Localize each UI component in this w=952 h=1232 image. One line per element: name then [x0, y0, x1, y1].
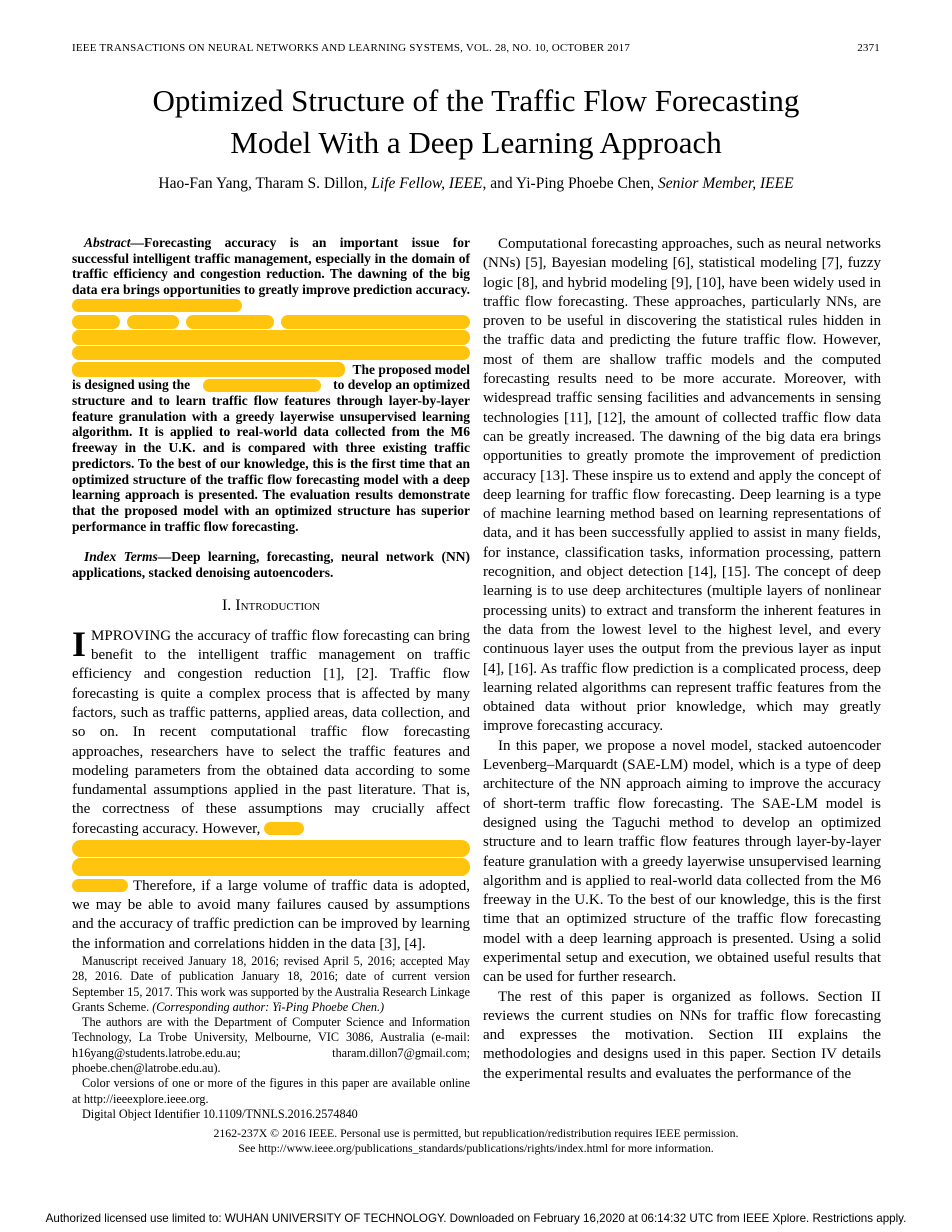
- author-names-1: Hao-Fan Yang, Tharam S. Dillon,: [158, 175, 372, 192]
- right-paragraph-2: In this paper, we propose a novel model, stacked autoencoder Levenberg–Marquardt (SAE-LM) model, which is a type of deep architecture of the NN approach aiming to improve the accuracy of short-term traffic flow forecasting. The SAE-LM model is designed using the Taguchi method to develop an optimized structure and to learn traffic flow features through layer-by-layer feature granulation with a greedy layerwise unsupervised learning algorithm and is applied to real-world data collected from the M6 freeway in the U.K. To the best of our knowledge, this is the first time that an optimized structure of the traffic flow forecasting model with a deep learning approach is presented. Using a solid experimental setup and execution, we obtained useful results that can be used for further research.: [483, 737, 881, 986]
- footnote-corresponding-author: (Corresponding author: Yi-Ping Phoebe Chen.): [152, 999, 385, 1014]
- abstract-paragraph: [72, 235, 470, 314]
- redaction-highlight: [72, 330, 470, 344]
- paper-title: [72, 80, 880, 164]
- footnote-doi: Digital Object Identifier 10.1109/TNNLS.2016.2574840: [82, 1106, 358, 1121]
- footnote-manuscript: [72, 954, 470, 1015]
- page-number: 2371: [857, 42, 880, 54]
- author-role-1: Life Fellow, IEEE: [371, 175, 483, 192]
- copyright-line-1: 2162-237X © 2016 IEEE. Personal use is permitted, but republication/redistribution requires IEEE permission.: [213, 1126, 739, 1140]
- abstract-body-text: structure and to learn traffic flow features through layer-by-layer feature granulation with a greedy layerwise unsupervised learning algorithm. It is applied to real-world data collected from the M6 freeway in the U.K. and is compared with three existing traffic predictors. To the best of our knowledge, this is the first time that an optimized structure of the traffic flow forecasting model with a deep learning approach is presented. The evaluation results demonstrate that the proposed model with an optimized structure has superior performance in traffic flow forecasting.: [72, 393, 470, 534]
- redaction-highlight: [72, 346, 470, 360]
- intro-paragraph-1: [72, 623, 470, 839]
- redaction-highlight: [127, 315, 179, 329]
- left-column: [72, 235, 471, 1121]
- redaction-highlight: [72, 315, 120, 329]
- redaction-highlight: [72, 840, 470, 857]
- redaction-highlight: [281, 315, 470, 329]
- right-paragraph-3: The rest of this paper is organized as follows. Section II reviews the current studies on NNs for traffic flow forecasting and expresses the motivation. Section III explains the methodologies and designs used in this paper. Section IV details the experimental results and evaluates the performance of the: [483, 988, 881, 1082]
- index-terms-label: Index Terms—: [84, 549, 172, 565]
- drop-cap: I: [72, 623, 87, 664]
- abstract-section: [72, 235, 470, 581]
- paper-title-line1: Optimized Structure of the Traffic Flow Forecasting: [152, 83, 800, 118]
- redaction-highlight-row: [72, 315, 470, 329]
- copyright-footer: [72, 1126, 880, 1155]
- redaction-highlight: [186, 315, 274, 329]
- footnote-manuscript-text: Manuscript received January 18, 2016; revised April 5, 2016; accepted May 28, 2016. Date of publication January 18, 2016; date of current version September 15, 2017. This work was supported by the Australia Research Linkage Grants Scheme.: [72, 953, 470, 1014]
- footnote-color-versions: Color versions of one or more of the figures in this paper are available online at http://ieeexplore.ieee.org.: [72, 1076, 470, 1106]
- right-column: [483, 235, 881, 1113]
- index-terms-text: Deep learning, forecasting, neural network (NN) applications, stacked denoising autoencoders.: [72, 549, 471, 581]
- redaction-highlight: [203, 379, 321, 392]
- abstract-designed-line: [72, 377, 470, 393]
- intro-paragraph-2: [72, 877, 470, 954]
- intro-paragraph-1-text: MPROVING the accuracy of traffic flow forecasting can bring benefit to the intelligent traffic management on traffic efficiency and congestion reduction [1], [2]. Traffic flow forecasting is quite a complex process that is affected by many factors, such as traffic patterns, applied areas, data collection, and so on. In recent computational traffic flow forecasting approaches, researchers have to select the traffic features and modeling parameters from the obtained data according to some fundamental assumptions applied in the past literature. That is, the correctness of these assumptions may crucially affect forecasting accuracy. However,: [72, 627, 470, 837]
- right-paragraph-1: Computational forecasting approaches, such as neural networks (NNs) [5], Bayesian modeling [6], statistical modeling [7], fuzzy logic [8], and hybrid modeling [9], [10], have been widely used in traffic flow forecasting. These approaches, particularly NNs, are proven to be useful in discovering the statistical rules hidden in the traffic data and predicting the future traffic flow. However, most of them are shallow traffic models and the computed forecasting results need to be more accurate. Moreover, with widespread traffic sensing facilities and advancements in sensing technologies [11], [12], the amount of collected traffic flow data can be greatly increased. The dawning of the big data era brings opportunities to greatly promote the improvement of prediction accuracy [13]. These inspire us to extend and apply the concept of deep learning for traffic flow forecasting. Deep learning is a type of machine learning method based on learning representations of data, and it has been successfully applied to assist in many fields, for instance, classification tasks, information processing, pattern recognition, and object detection [14], [15]. The concept of deep learning is to use deep architectures (multiple layers of nonlinear processing units) to extract and transform the inherent features in the data from the lowest level to the highest level, and every continuous layer uses the output from the previous layer as input [4], [16]. As traffic flow prediction is a complicated process, deep learning related algorithms can represent traffic features from the obtained data without prior knowledge, which may greatly improve forecasting accuracy.: [483, 236, 881, 735]
- paper-title-line2: Model With a Deep Learning Approach: [230, 125, 722, 160]
- running-header: [72, 42, 880, 54]
- license-notice: Authorized licensed use limited to: WUHAN UNIVERSITY OF TECHNOLOGY. Downloaded on February 16,2020 at 06:14:32 UTC from IEEE Xplore. Restrictions apply.: [45, 1212, 907, 1225]
- abstract-label: Abstract—: [84, 235, 145, 250]
- footnote-affiliation: The authors are with the Department of Computer Science and Information Technology, La Trobe University, Melbourne, VIC 3086, Australia (e-mail: h16yang@students.latrobe.edu.au; tharam.dillon7@gmail.com; phoebe.chen@latrobe.edu.au).: [72, 1015, 470, 1076]
- two-column-body: [72, 235, 881, 1121]
- introduction-text: [72, 623, 470, 954]
- authors-line: [72, 175, 880, 193]
- copyright-line-2: See http://www.ieee.org/publications_standards/publications/rights/index.html for more information.: [238, 1140, 714, 1155]
- abstract-designed-pre-text: is designed using the: [72, 377, 191, 393]
- redaction-highlight: [264, 822, 304, 835]
- redaction-highlight: [72, 858, 470, 875]
- author-role-2: Senior Member, IEEE: [657, 175, 794, 192]
- journal-title: IEEE TRANSACTIONS ON NEURAL NETWORKS AND LEARNING SYSTEMS, VOL. 28, NO. 10, OCTOBER 2017: [72, 42, 631, 54]
- first-page-footnotes: [72, 954, 470, 1122]
- section-heading-introduction: I. Introduction: [221, 596, 321, 614]
- redaction-highlight-row: [72, 362, 470, 378]
- redaction-highlight: [72, 879, 128, 892]
- abstract-designed-post-text: to develop an optimized: [333, 377, 470, 393]
- index-terms: [72, 549, 470, 580]
- redaction-highlight: [72, 362, 345, 376]
- abstract-opening-text: Forecasting accuracy is an important issue for successful intelligent traffic management, especially in the domain of traffic efficiency and congestion reduction. The dawning of the big data era brings opportunities to greatly improve prediction accuracy.: [72, 235, 470, 298]
- author-names-2: , and Yi-Ping Phoebe Chen,: [482, 175, 658, 192]
- redaction-highlight: [72, 299, 242, 312]
- intro-paragraph-2-text: Therefore, if a large volume of traffic data is adopted, we may be able to avoid many failures caused by assumptions and the accuracy of traffic prediction can be improved by learning the information and correlations hidden in the data [3], [4].: [72, 877, 470, 952]
- abstract-proposed-model-text: The proposed model: [352, 361, 470, 377]
